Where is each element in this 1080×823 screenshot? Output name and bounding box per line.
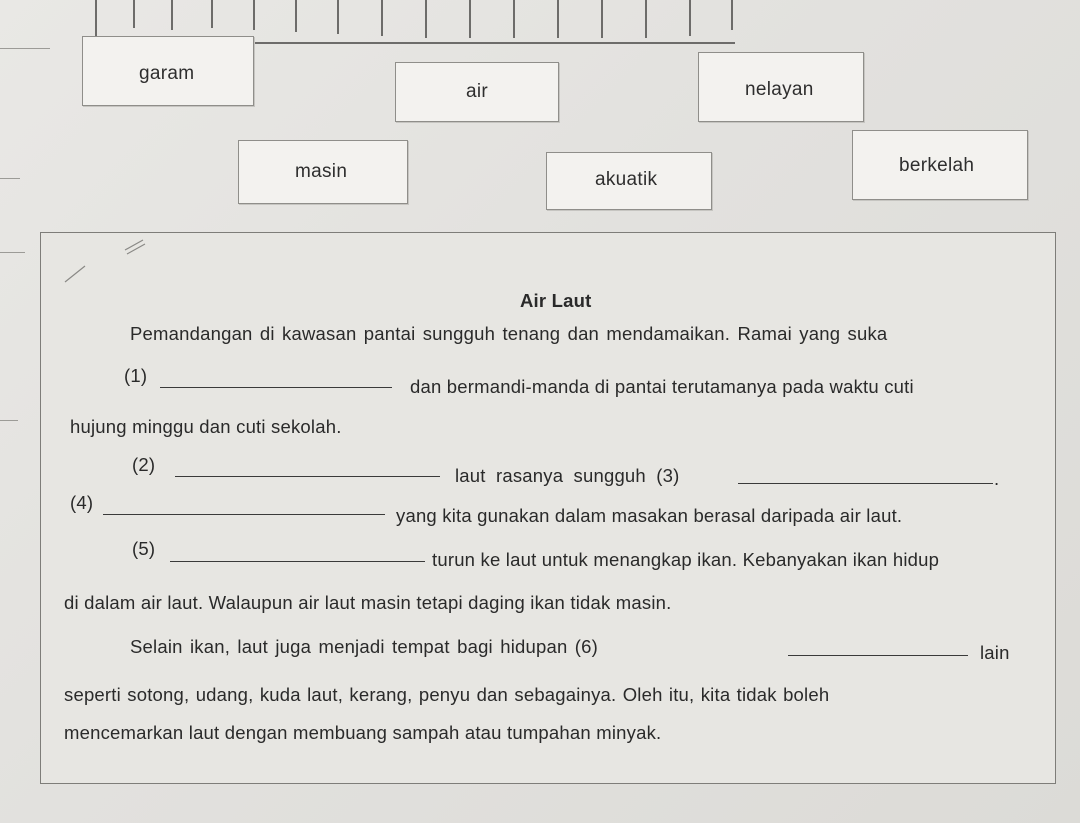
word-card-label: berkelah <box>899 155 975 176</box>
word-card-label: akuatik <box>595 169 658 190</box>
passage-line: mencemarkan laut dengan membuang sampah atau tumpahan minyak. <box>64 722 662 743</box>
blank-1[interactable] <box>160 387 392 388</box>
passage-title: Air Laut <box>520 290 592 311</box>
blank-5[interactable] <box>170 561 425 562</box>
passage-line: lain <box>980 642 1010 663</box>
word-card-garam <box>82 36 254 106</box>
word-card-label: nelayan <box>745 79 814 100</box>
question-label: (5) <box>132 538 156 559</box>
word-card-air <box>395 62 559 122</box>
passage-line: dan bermandi-manda di pantai terutamanya pada waktu cuti <box>410 376 914 397</box>
word-card-masin <box>238 140 408 204</box>
passage-line: Pemandangan di kawasan pantai sungguh tenang dan mendamaikan. Ramai yang suka <box>130 323 888 344</box>
passage-line: di dalam air laut. Walaupun air laut masin tetapi daging ikan tidak masin. <box>64 592 672 613</box>
word-card-label: air <box>466 81 489 102</box>
passage-line: turun ke laut untuk menangkap ikan. Kebanyakan ikan hidup <box>432 549 940 570</box>
passage-line: hujung minggu dan cuti sekolah. <box>70 416 342 437</box>
question-label: (1) <box>124 365 148 386</box>
word-card-akuatik <box>546 152 712 210</box>
passage-line: seperti sotong, udang, kuda laut, kerang, penyu dan sebagainya. Oleh itu, kita tidak boleh <box>64 684 830 705</box>
pencil-scribble <box>55 232 155 292</box>
word-card-label: garam <box>139 63 195 84</box>
blank-6[interactable] <box>788 655 968 656</box>
passage-line: Selain ikan, laut juga menjadi tempat bagi hidupan (6) <box>130 636 598 657</box>
question-label: (4) <box>70 492 94 513</box>
word-card-berkelah <box>852 130 1028 200</box>
passage-line: laut rasanya sungguh (3) <box>455 465 680 486</box>
passage-line: yang kita gunakan dalam masakan berasal daripada air laut. <box>396 505 903 526</box>
blank-4[interactable] <box>103 514 385 515</box>
blank-2[interactable] <box>175 476 440 477</box>
blank-3[interactable] <box>738 483 993 484</box>
question-label: (2) <box>132 454 156 475</box>
word-card-nelayan <box>698 52 864 122</box>
sentence-end: . <box>994 468 1000 489</box>
word-card-label: masin <box>295 161 348 182</box>
